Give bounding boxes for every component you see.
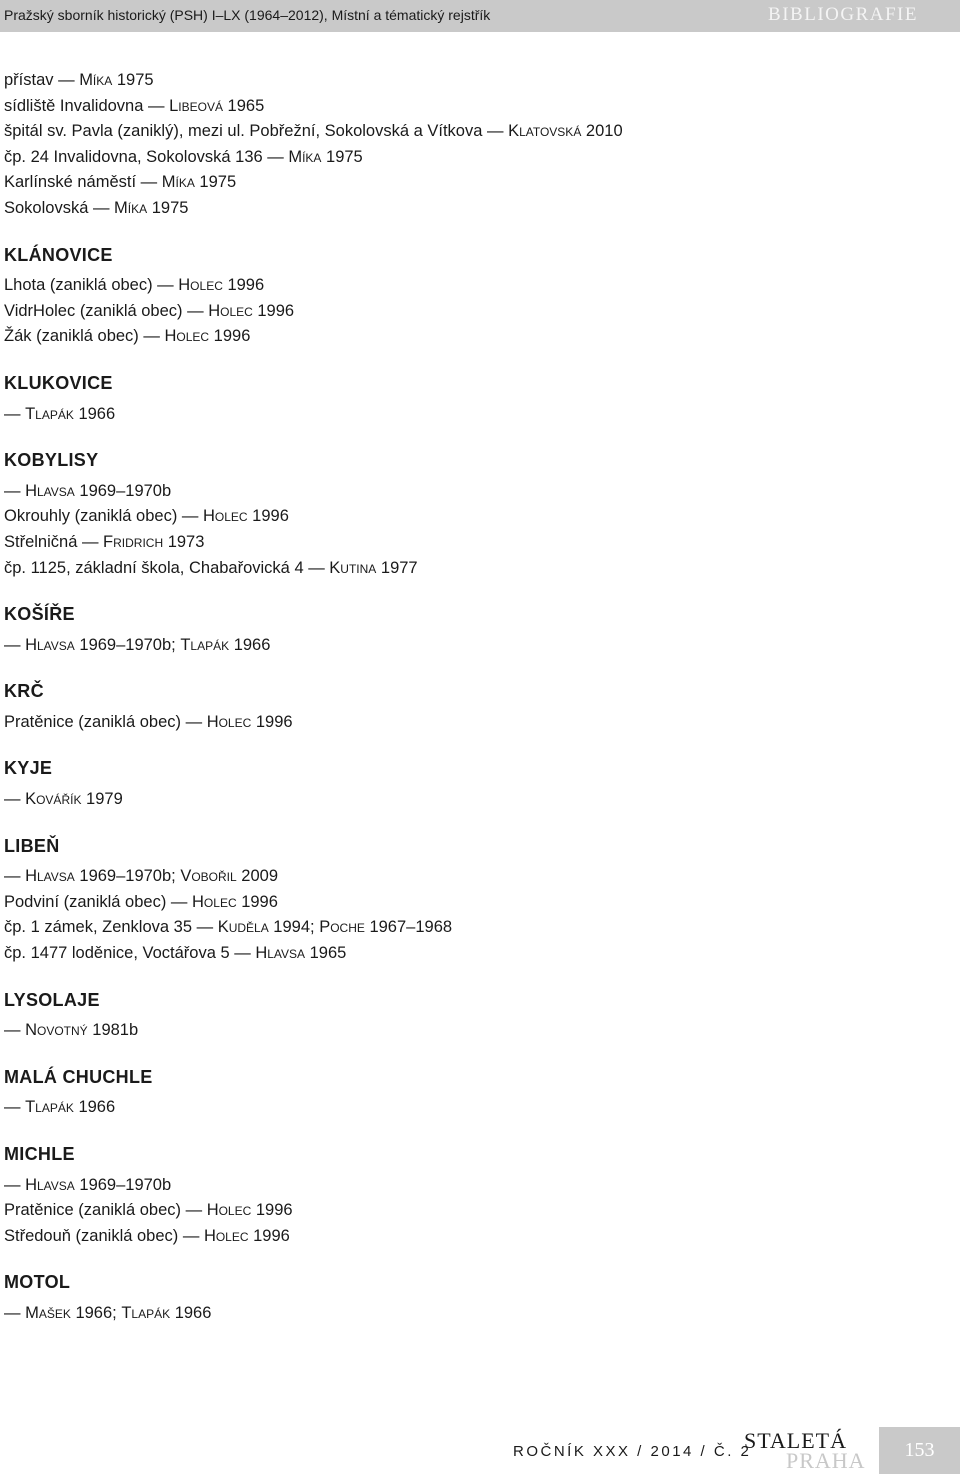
index-entry: [4, 479, 944, 505]
entry-author: Libeová: [169, 96, 223, 115]
section-heading: MOTOL: [4, 1272, 71, 1293]
entry-author: Hlavsa: [25, 867, 75, 886]
entry-author: Holec: [206, 712, 252, 731]
entry-year: 1969–1970b;: [74, 867, 181, 886]
section-heading: KOBYLISY: [4, 450, 99, 471]
logo-staleta: STALETÁ: [744, 1428, 848, 1453]
entry-author: Holec: [192, 892, 237, 911]
entry-text: Žák (zaniklá obec) —: [4, 327, 165, 346]
entry-year: 1967–1968: [364, 918, 453, 937]
entry-year: 1975: [112, 71, 154, 89]
entry-text: Středouň (zaniklá obec) —: [4, 1226, 204, 1245]
section-label: BIBLIOGRAFIE: [768, 4, 918, 25]
entry-text: sídliště Invalidovna —: [4, 96, 170, 115]
index-entry: [4, 530, 944, 556]
entry-author: Fridrich: [103, 532, 164, 551]
entry-author: Poche: [319, 918, 365, 937]
entry-year: 1996: [248, 1226, 290, 1245]
entry-author: Novotný: [25, 1021, 88, 1040]
index-entry: [4, 504, 944, 530]
entry-year: 1966: [73, 404, 116, 423]
index-entry: [4, 273, 944, 299]
index-section: [4, 1270, 944, 1326]
entry-text: Pratěnice (zaniklá obec) —: [4, 712, 207, 731]
entry-author: Tlapák: [25, 404, 74, 423]
index-entry: [4, 196, 944, 222]
index-section: [4, 602, 944, 658]
entry-author: Hlavsa: [25, 1175, 75, 1194]
index-entry: [4, 1301, 944, 1327]
entry-year: 1996: [247, 507, 289, 526]
entry-author: Míka: [79, 71, 113, 89]
entry-text: Podviní (zaniklá obec) —: [4, 892, 193, 911]
entry-year: 1975: [194, 173, 237, 192]
page-number: 153: [904, 1439, 935, 1461]
entry-text: Karlínské náměstí —: [4, 173, 162, 192]
entry-text: Okrouhly (zaniklá obec) —: [4, 507, 203, 526]
entry-year: 1969–1970b: [74, 1175, 172, 1194]
entry-year: 1994;: [268, 918, 320, 937]
section-heading: KLUKOVICE: [4, 372, 113, 393]
index-entry: [4, 1173, 944, 1199]
index-sections: [4, 243, 944, 1327]
entry-author: Holec: [203, 1226, 249, 1245]
index-entry: [4, 170, 944, 196]
entry-year: 1996: [252, 301, 295, 320]
entry-author: Holec: [164, 327, 210, 346]
index-section: [4, 448, 944, 581]
index-section: [4, 371, 944, 427]
index-entry: [4, 941, 944, 967]
entry-text: —: [4, 481, 26, 500]
index-entry: [4, 556, 944, 582]
entry-year: 1965: [222, 96, 265, 115]
entry-author: Hlavsa: [25, 481, 75, 500]
entry-year: 2009: [236, 867, 278, 886]
index-entry: [4, 94, 944, 120]
entry-year: 1996: [251, 1201, 293, 1220]
entry-year: 1969–1970b: [74, 481, 172, 500]
index-content: [4, 68, 944, 1327]
section-heading: KLÁNOVICE: [4, 244, 113, 265]
index-entry: [4, 890, 944, 916]
entry-text: čp. 24 Invalidovna, Sokolovská 136 —: [4, 147, 289, 166]
entry-year: 1966: [73, 1098, 116, 1117]
index-section: [4, 1065, 944, 1121]
entry-author: Holec: [178, 276, 223, 295]
entry-text: —: [4, 790, 26, 809]
entry-year: 1996: [236, 892, 278, 911]
index-entry: [4, 68, 944, 94]
index-entry: [4, 1224, 944, 1250]
entry-text: —: [4, 1303, 26, 1322]
entry-text: špitál sv. Pavla (zaniklý), mezi ul. Pobřežní, Sokolovská a Vítkova —: [4, 122, 509, 141]
entry-text: Lhota (zaniklá obec) —: [4, 276, 179, 295]
entry-author: Holec: [206, 1201, 252, 1220]
index-section: [4, 988, 944, 1044]
section-heading: MICHLE: [4, 1144, 75, 1164]
index-entry: [4, 633, 944, 659]
entry-author: Kovářík: [25, 790, 82, 809]
index-section: [4, 756, 944, 812]
entry-text: —: [4, 404, 26, 423]
entry-year: 1975: [147, 198, 189, 217]
section-heading: LIBEŇ: [4, 835, 60, 856]
index-section: [4, 1142, 944, 1249]
index-entry: [4, 119, 944, 145]
entry-text: čp. 1477 loděnice, Voctářova 5 —: [4, 944, 256, 963]
entry-text: —: [4, 635, 26, 654]
entry-author: Holec: [203, 507, 248, 526]
entry-year: 2010: [581, 122, 623, 141]
entry-year: 1966;: [70, 1303, 122, 1322]
entry-text: —: [4, 1021, 26, 1040]
entry-text: Střelničná —: [4, 532, 104, 551]
entry-year: 1996: [222, 276, 265, 295]
index-entry: [4, 710, 944, 736]
entry-year: 1977: [376, 558, 418, 577]
index-entry: [4, 299, 944, 325]
running-header: [0, 0, 960, 32]
index-entry: [4, 1095, 944, 1121]
entry-author: Tlapák: [180, 635, 230, 654]
entry-author: Vobořil: [180, 867, 237, 886]
entry-author: Holec: [208, 301, 253, 320]
entry-author: Mašek: [25, 1303, 71, 1322]
index-entry: [4, 1018, 944, 1044]
index-entry: [4, 402, 944, 428]
index-entry: [4, 787, 944, 813]
entry-year: 1965: [305, 944, 347, 963]
entry-year: 1979: [81, 790, 123, 809]
entry-author: Tlapák: [25, 1098, 74, 1117]
entry-author: Míka: [161, 173, 195, 192]
entry-text: —: [4, 1175, 26, 1194]
continued-entries: [4, 68, 944, 222]
index-section: [4, 679, 944, 735]
section-heading: KRČ: [4, 681, 44, 702]
entry-author: Hlavsa: [25, 635, 75, 654]
entry-text: čp. 1125, základní škola, Chabařovická 4 —: [4, 558, 330, 577]
entry-year: 1969–1970b;: [74, 635, 181, 654]
entry-text: Pratěnice (zaniklá obec) —: [4, 1201, 207, 1220]
index-section: [4, 834, 944, 967]
page-number-box: [879, 1427, 960, 1474]
entry-text: —: [4, 1098, 26, 1117]
entry-author: Hlavsa: [255, 944, 306, 963]
entry-author: Kutina: [329, 558, 377, 577]
entry-author: Míka: [288, 147, 322, 166]
entry-author: Míka: [114, 198, 148, 217]
entry-author: Kuděla: [217, 918, 269, 937]
index-entry: [4, 1198, 944, 1224]
section-heading: MALÁ CHUCHLE: [4, 1066, 153, 1087]
entry-author: Klatovská: [508, 122, 582, 141]
section-heading: KOŠÍŘE: [4, 604, 75, 625]
logo-praha: PRAHA: [786, 1448, 866, 1473]
entry-year: 1996: [251, 712, 293, 731]
entry-text: VidrHolec (zaniklá obec) —: [4, 301, 209, 320]
entry-year: 1981b: [87, 1021, 139, 1040]
section-heading: LYSOLAJE: [4, 989, 100, 1010]
index-entry: [4, 145, 944, 171]
entry-year: 1975: [321, 147, 363, 166]
section-heading: KYJE: [4, 758, 53, 779]
entry-author: Tlapák: [121, 1303, 171, 1322]
entry-year: 1996: [209, 327, 251, 346]
publication-title: Pražský sborník historický (PSH) I–LX (1964–2012), Místní a tématický rejstřík: [4, 7, 491, 23]
entry-year: 1966: [229, 635, 271, 654]
index-entry: [4, 915, 944, 941]
entry-text: přístav —: [4, 71, 80, 89]
entry-year: 1966: [170, 1303, 212, 1322]
index-entry: [4, 324, 944, 350]
entry-text: čp. 1 zámek, Zenklova 35 —: [4, 918, 218, 937]
index-section: [4, 243, 944, 350]
entry-text: Sokolovská —: [4, 198, 115, 217]
entry-year: 1973: [163, 532, 205, 551]
volume-info: ROČNÍK XXX / 2014 / Č. 2: [513, 1443, 752, 1460]
entry-text: —: [4, 867, 26, 886]
index-entry: [4, 864, 944, 890]
